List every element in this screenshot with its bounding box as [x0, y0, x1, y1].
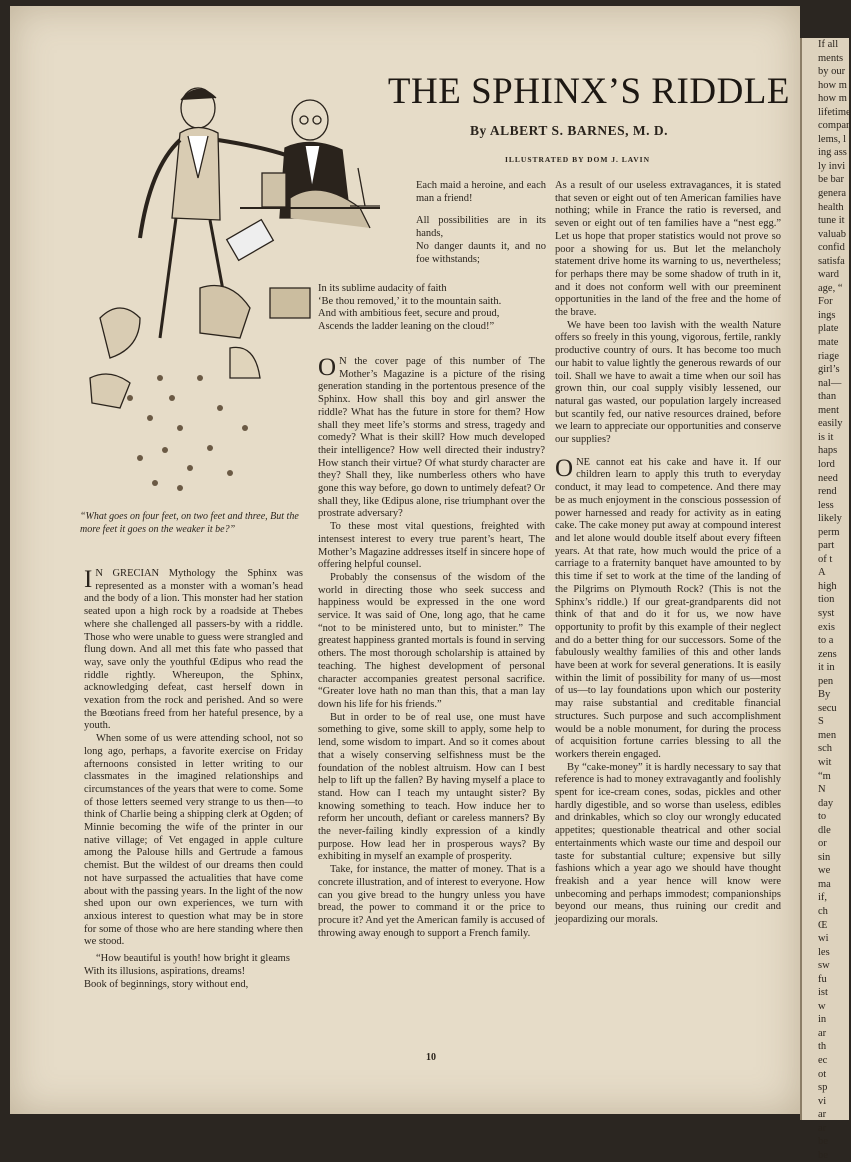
- poem-line: “How beautiful is youth! how bright it gleams: [96, 953, 290, 965]
- next-page-fragment: of t: [818, 553, 833, 565]
- next-page-fragment: For: [818, 296, 833, 308]
- next-page-fragment: sw: [818, 960, 830, 972]
- next-page-fragment: ings: [818, 309, 836, 321]
- byline: By ALBERT S. BARNES, M. D.: [470, 123, 668, 138]
- next-page-fragment: lifetime: [818, 106, 851, 118]
- next-page-fragment: dle: [818, 824, 831, 836]
- poem-line: In its sublime audacity of faith: [318, 283, 447, 294]
- next-page-fragment: pen: [818, 675, 834, 687]
- poem-line: With its illusions, aspirations, dreams!: [84, 965, 246, 977]
- next-page-fragment: in: [818, 1014, 827, 1026]
- drop-cap: O: [318, 354, 337, 381]
- next-page-fragment: rend: [818, 486, 837, 498]
- poem-line: No danger daunts it, and no foe withstands;: [416, 240, 546, 265]
- paragraph-text: N the cover page of this number of The Mother’s Magazine is a picture of the rising generation standing in the portentous presence of the Sphinx. How shall this boy and girl answer the riddle? What has the future in store for them? How shall they meet life’s storms and stress, tragedy and comedy? What is their skill? How much developed their intelligence? How well directed their industry? How stanch their virtue? Of what sturdy character are they? Shall they, like numberless others who have gone this way before, go down to untimely defeat? Or shall they, like Œdipus alone, rise triumphant over the prostrate adversary?: [318, 356, 545, 520]
- poem-line: All possibilities are in its hands,: [416, 215, 546, 240]
- paragraph: By “cake-money” it is hardly necessary to say that reference is had to money extravagantly and foolishly spent for ice-cream cones, sodas, pickles and other hardly digestible, and so worse than useless, edibles and drinkables, which so cloy our wrongly educated appetites; questionable theatrical and other social entertainments which waste our time and despoil our taste for substantial culture; expensive but silly fashions which a year ago we should have thought freakish and a year hence will know were unbecoming and perhaps immodest; companionships beyond our means, thus ruining our credit and jeopardizing our morals.: [555, 761, 781, 926]
- next-page-fragment: health: [818, 201, 844, 213]
- next-page-fragment: ment: [818, 404, 839, 416]
- next-page-fragment: we: [818, 865, 831, 877]
- next-page-fragment: zens: [818, 648, 837, 660]
- paragraph-text: NE cannot eat his cake and have it. If our children learn to apply this truth to everyday conduct, it may lead to competence. And there may be as much enjoyment in the conscious possession of power harnessed and ready for activity as in eating cake. The cake money put away at compound interest and let alone would double itself about every fifteen years. At that rate, how much would the price of a carriage to a fraternity banquet have amounted to by this time if set to work at the time of the landing of the Pilgrims on Plymouth Rock? (This is not the Sphinx’s riddle.) If our great-grandparents did not think of that and do it for us, we now have opportunity to profit by this example of their neglect and do a better thing for our successors. Some of the fabulously wealthy families of this and other lands have been at work for several generations. It is easily within the limit of possibility for many of us—most of us—to lay foundations upon which our posterity may raise substantial and creditable financial structures. Such purpose and such accomplishment would be a noble monument, for during the process of acquisition fortune carries blessing to all the workers therein engaged.: [555, 456, 781, 760]
- next-page-fragment: be: [818, 1136, 828, 1148]
- next-page-fragment: N: [818, 784, 826, 796]
- next-page-fragment: ward: [818, 269, 839, 281]
- next-page-fragment: be: [818, 1149, 828, 1161]
- next-page-fragment: tune it: [818, 215, 845, 227]
- next-page-fragment: secu: [818, 702, 837, 714]
- paragraph: Take, for instance, the matter of money. That is a concrete illustration, and of interest to everyone. How can you give bread to the hungry unless you have bread, the power to command it or the price to procure it? And yet the American family is accused of throwing away enough to support a French family.: [318, 864, 545, 939]
- paragraph: We have been too lavish with the wealth Nature offers so freely in this young, vigorous, fertile, rankly productive country of ours. It has become too much our habit to value lightly the generous rewards of our toil. Shall we have to await a time when our soil has grown thin, our coal supply visibly lessened, our natural gas wasted, our population largely increased but scantily fed, our native resources drained, before we learn to appreciate our opportunities and conserve our supplies?: [555, 319, 781, 446]
- next-page-fragment: valuab: [818, 228, 846, 240]
- next-page-fragment: perm: [818, 526, 840, 538]
- next-page-fragment: to a: [818, 635, 834, 647]
- next-page-fragment: or: [818, 838, 827, 850]
- next-page-fragment: wit: [818, 756, 832, 768]
- next-page-fragment: girl’s: [818, 364, 840, 376]
- column-3: [555, 180, 781, 927]
- next-page-fragment: ec: [818, 1055, 828, 1067]
- next-page-fragment: less: [818, 499, 834, 511]
- next-page-fragment: th: [818, 1041, 827, 1053]
- next-page-fragment: be bar: [818, 174, 844, 186]
- page-number: 10: [426, 1052, 436, 1063]
- poem-line: Book of beginnings, story without end,: [84, 978, 249, 990]
- next-page-fragment: by our: [818, 66, 846, 78]
- adjacent-page-edge: [800, 38, 851, 1161]
- next-page-fragment: plate: [818, 323, 839, 335]
- next-page-fragment: A: [818, 567, 826, 579]
- next-page-fragment: mate: [818, 337, 839, 349]
- column-1: [84, 568, 303, 991]
- paragraph: But in order to be of real use, one must have something to give, some skill to apply, some help to lend, some wisdom to impart. And so it comes about that a wisely conserving selfishness must be the foundation of the noblest altruism. How can I best help to lift up the fallen? By having myself a place to stand. How can I teach my untaught sister? By knowing something to teach. How induce her to reform her uncouth, defiant or careless manners? By the never-failing kindly expression of a kindly purpose. How lead her in prosperous ways? By exhibiting in myself an example of prosperity.: [318, 711, 545, 863]
- next-page-fragment: ot: [818, 1068, 827, 1080]
- paragraph: To these most vital questions, freighted with intensest interest to every true parent’s heart, The Mother’s Magazine addresses itself in sincere hope of offering helpful counsel.: [318, 521, 545, 571]
- next-page-fragment: ar: [818, 1027, 827, 1039]
- next-page-fragment: if,: [818, 892, 828, 904]
- next-page-fragment: ma: [818, 878, 831, 890]
- next-page-fragment: it in: [818, 662, 835, 674]
- intro-paragraph: [84, 568, 303, 733]
- next-page-fragment: exis: [818, 621, 835, 633]
- next-page-fragment: men: [818, 729, 837, 741]
- paragraph: [318, 356, 545, 521]
- next-page-fragment: haps: [818, 445, 838, 457]
- next-page-fragment: likely: [818, 513, 842, 525]
- next-page-fragment: confid: [818, 242, 845, 254]
- next-page-fragment: les: [818, 946, 830, 958]
- next-page-fragment: lems, l: [818, 133, 846, 145]
- next-page-fragment: ing ass: [818, 147, 847, 159]
- next-page-fragment: compar: [818, 120, 850, 132]
- poem-excerpt-top: [416, 180, 546, 266]
- next-page-fragment: w: [818, 1000, 826, 1012]
- next-page-fragment: nal—: [818, 377, 842, 389]
- article-title: THE SPHINX’S RIDDLE: [387, 71, 790, 112]
- next-page-fragment: high: [818, 580, 837, 592]
- next-page-fragment: ist: [818, 987, 828, 999]
- poem-line: Ascends the ladder leaning on the cloud!”: [318, 321, 495, 333]
- next-page-fragment: By: [818, 689, 831, 701]
- next-page-fragment: S: [818, 716, 824, 728]
- paragraph: Probably the consensus of the wisdom of the world in directing those who seek success and happiness would be expressed in the one word service. It was said of One, long ago, that he came “not to be ministered unto, but to minister.” The greatest happiness granted mortals is found in serving others. The most thorough scholarship is attained by teaching. The highest development of personal character accompanies greatest personal sacrifice. “Greater love hath no man than this, that a man lay down his life for his friends.”: [318, 571, 545, 710]
- drop-cap: I: [84, 566, 93, 593]
- column-2: [318, 356, 545, 940]
- next-page-fragment: sch: [818, 743, 832, 755]
- intro-text: N GRECIAN Mythology the Sphinx was represented as a monster with a woman’s head and the body of a lion. This monster had her station seated upon a high rock by a roadside at Thebes where she challenged all passers-by with a riddle. Those who were unable to guess were strangled and flung down. And all met this fate who passed that way, save only the youthful Œdipus who read the riddle rightly. Whereupon, the Sphinx, acknowledging defeat, cast herself down in vexation from the rock and perished. And so were the Bœotians freed from her hateful presence, by a youth.: [84, 568, 303, 732]
- next-page-fragment: lord: [818, 458, 835, 470]
- next-page-fragment: “m: [818, 770, 831, 782]
- next-page-fragment: tion: [818, 594, 835, 606]
- next-page-fragment: wi: [818, 933, 829, 945]
- paragraph: As a result of our useless extravagances, it is stated that seven or eight out of ten American families have nothing; while in France the ratio is reversed, and seven or eight out of ten families have a “nest egg.” Let us hope that proper statistics would not prove so poor a showing for us. But let the melancholy statement drive home its warning to us, nevertheless; for perhaps there may be some shadow of truth in it, and it does not conform well with our preeminent opportunities in the land of the free and the home of the brave.: [555, 180, 781, 319]
- poem-line: Each maid a heroine, and each man a friend!: [416, 180, 546, 204]
- next-page-fragment: ments: [818, 52, 844, 64]
- next-page-fragment: sp: [818, 1082, 828, 1094]
- next-page-fragment: ar: [818, 1109, 827, 1121]
- poem-line: ‘Be thou removed,’ it to the mountain saith.: [318, 295, 502, 307]
- next-page-fragment: genera: [818, 188, 846, 200]
- next-page-fragment: how m: [818, 79, 847, 91]
- next-page-fragment: fu: [818, 973, 827, 985]
- next-page-fragment: age, “: [818, 282, 843, 294]
- next-page-fragment: riage: [818, 350, 839, 362]
- next-page-fragment: how m: [818, 93, 847, 105]
- illustration-caption: “What goes on four feet, on two feet and three, But the more feet it goes on the weaker it be?”: [80, 511, 299, 535]
- next-page-fragment: is it: [818, 431, 834, 443]
- next-page-fragment: than: [818, 391, 837, 403]
- poem-excerpt-bottom: [318, 283, 545, 334]
- poem-line: And with ambitious feet, secure and proud,: [318, 308, 500, 320]
- paragraph: [555, 454, 781, 762]
- next-page-fragment: Œ: [818, 919, 828, 931]
- paragraph: When some of us were attending school, not so long ago, perhaps, a favorite exercise on Friday afternoons consisted in letter writing to our classmates in the imagined relationships and circumstances of the years that were to come. Some of those letters seemed very strange to us then—to think of Charlie being a shipping clerk at Ogden; of Minnie becoming the wife of the printer in our native village; of Vet engaged in apple culture among the Palouse hills and Gertrude a famous chemist. But the wildest of our dreams then could not have surpassed the actualities that have come about with the passing years. In the light of the now shed upon our own experiences, we turn with anxious interest to question what may be in store for some of those who are here standing where then we stood.: [84, 733, 303, 948]
- next-page-fragment: part: [818, 540, 835, 552]
- drop-cap: O: [555, 454, 574, 482]
- next-page-fragment: ly invi: [818, 160, 846, 172]
- next-page-fragment: vi: [818, 1095, 827, 1107]
- next-page-fragment: sin: [818, 851, 831, 863]
- next-page-fragment: easily: [818, 418, 843, 430]
- next-page-fragment: to: [818, 811, 827, 823]
- next-page-fragment: satisfa: [818, 255, 845, 267]
- next-page-fragment: need: [818, 472, 838, 484]
- next-page-fragment: syst: [818, 607, 835, 619]
- next-page-fragment: If all: [818, 39, 839, 50]
- next-page-fragment: ar: [818, 1122, 827, 1134]
- next-page-fragment: ch: [818, 906, 828, 917]
- next-page-fragment: day: [818, 797, 834, 809]
- illustrator-credit: ILLUSTRATED BY DOM J. LAVIN: [505, 155, 651, 164]
